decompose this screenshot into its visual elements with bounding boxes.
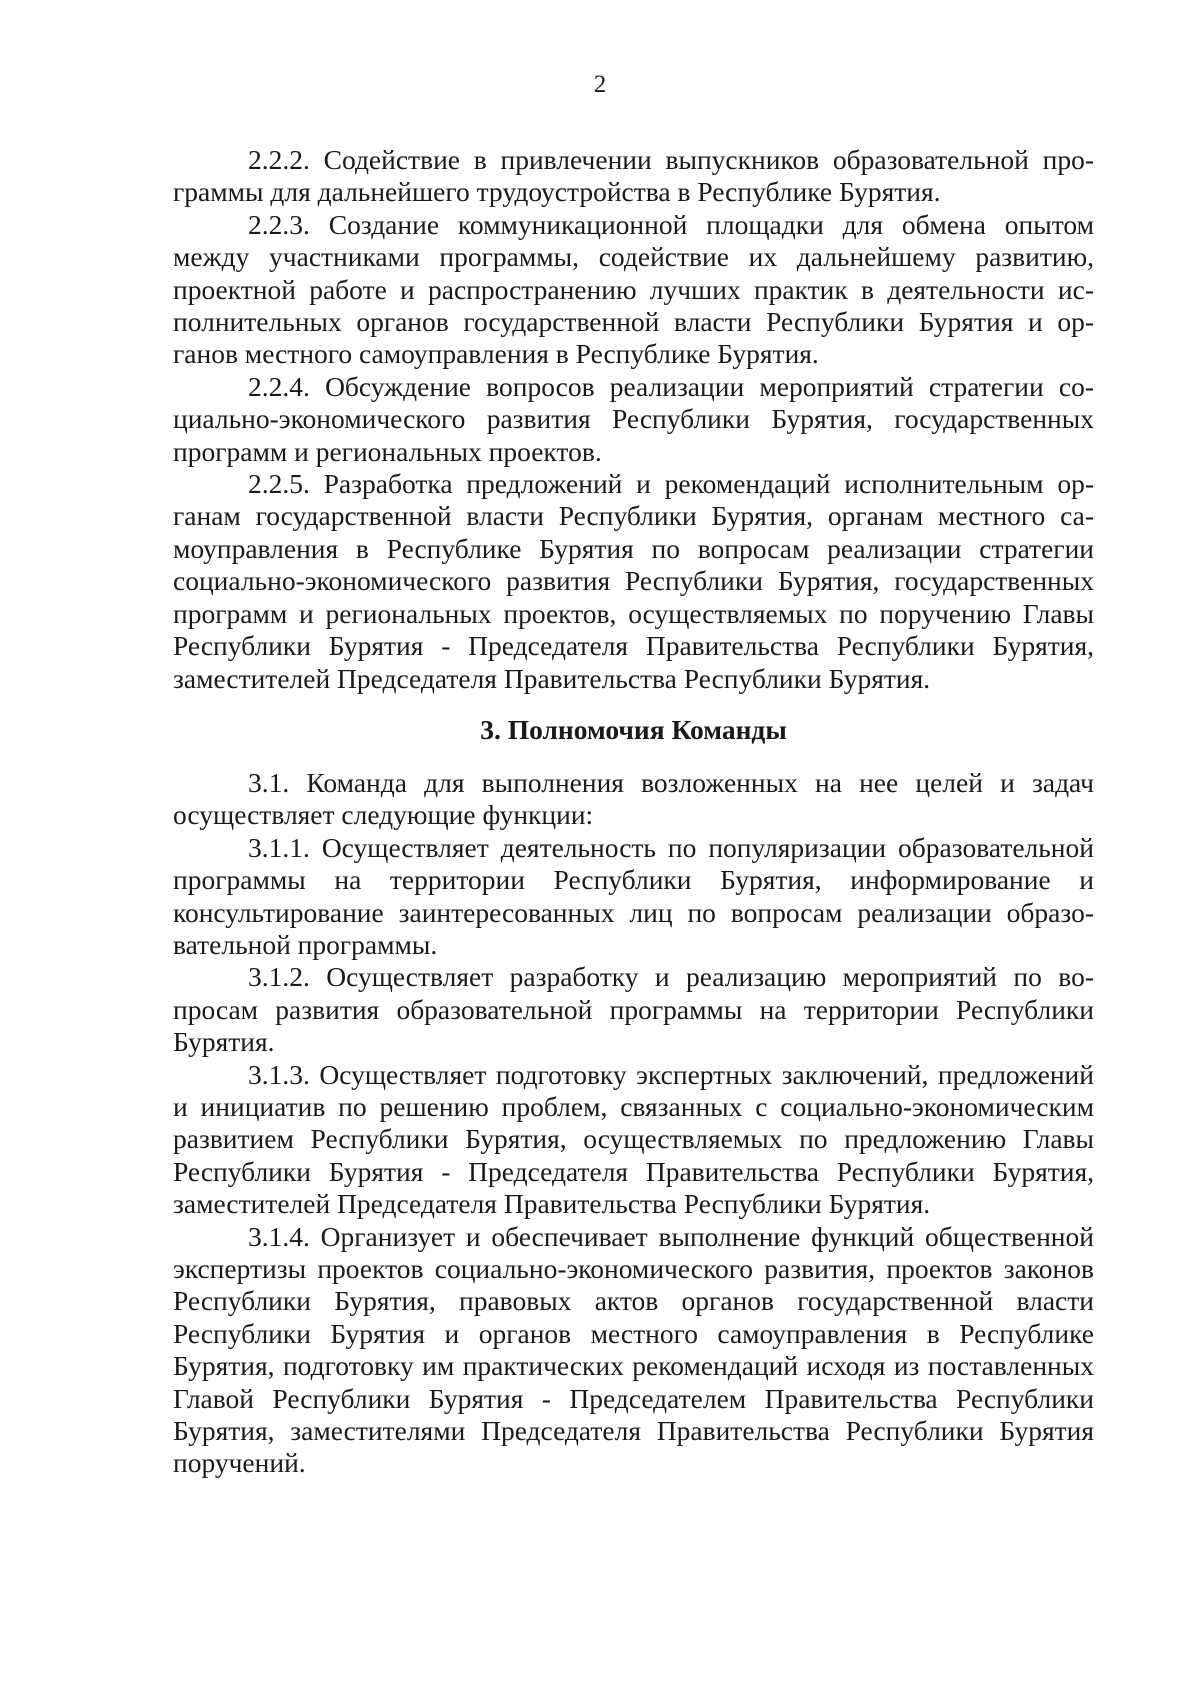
page-number: 2 <box>593 71 607 98</box>
paragraph-3-1-3: 3.1.3. Осуществляет подготовку экспертных заключений, предложений и инициатив по решению проблем, связанных с социально-экономическим развитием Республики Бурятия, осуществляемых по предложению Главы Республики Бурятия - Председателя Правительства Республики Бурятия, заместителей Председателя Правительства Республики Бурятия. <box>173 1058 1094 1220</box>
section-3-heading: 3. Полномочия Команды <box>480 713 787 745</box>
paragraph-3-1: 3.1. Команда для выполнения возложенных на нее целей и задач осуществляет следующие функции: <box>173 766 1094 831</box>
paragraph-2-2-5: 2.2.5. Разработка предложений и рекомендаций исполнительным органам государственной власти Республики Бурятия, органам местного самоуправления в Республике Бурятия по вопросам реализации стратегии социально-экономического развития Республики Бурятия, государственных программ и региональных проектов, осуществляемых по поручению Главы Республики Бурятия - Председателя Правительства Республики Бурятия, заместителей Председателя Правительства Республики Бурятия. <box>173 468 1094 694</box>
paragraph-2-2-3: 2.2.3. Создание коммуникационной площадки для обмена опытом между участниками программы, содействие их дальнейшему развитию, проектной работе и распространению лучших практик в деятельности исполнительных органов государственной власти Республики Бурятия и органов местного самоуправления в Республике Бурятия. <box>173 208 1094 370</box>
paragraph-3-1-1: 3.1.1. Осуществляет деятельность по популяризации образовательной программы на территории Республики Бурятия, информирование и консультирование заинтересованных лиц по вопросам реализации образовательной программы. <box>173 831 1094 960</box>
document-body <box>173 144 1094 1480</box>
paragraph-2-2-2: 2.2.2. Содействие в привлечении выпускников образовательной программы для дальнейшего трудоустройства в Республике Бурятия. <box>173 144 1094 208</box>
paragraph-3-1-2: 3.1.2. Осуществляет разработку и реализацию мероприятий по вопросам развития образовательной программы на территории Республики Бурятия. <box>173 961 1094 1058</box>
paragraph-3-1-4: 3.1.4. Организует и обеспечивает выполнение функций общественной экспертизы проектов социально-экономического развития, проектов законов Республики Бурятия, правовых актов органов государственной власти Республики Бурятия и органов местного самоуправления в Республике Бурятия, подготовку им практических рекомендаций исходя из поставленных Главой Республики Бурятия - Председателем Правительства Республики Бурятия, заместителями Председателя Правительства Республики Бурятия поручений. <box>173 1220 1094 1479</box>
paragraph-2-2-4: 2.2.4. Обсуждение вопросов реализации мероприятий стратегии социально-экономического развития Республики Бурятия, государственных программ и региональных проектов. <box>173 370 1094 467</box>
